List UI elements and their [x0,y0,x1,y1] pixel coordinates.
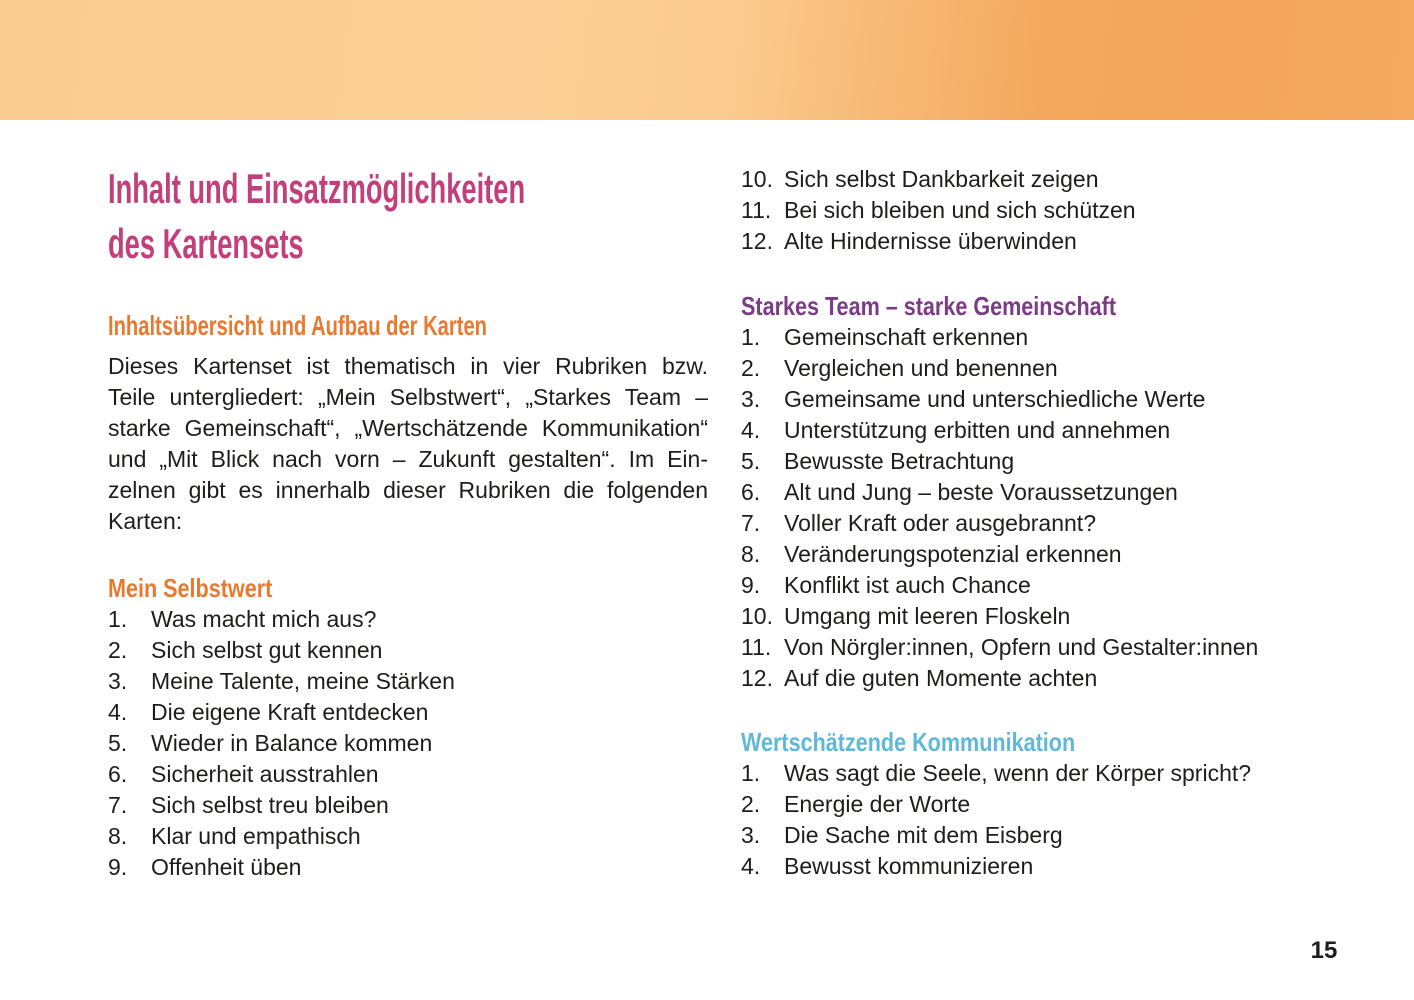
list-item [108,666,708,697]
list-item-text: Sich selbst treu bleiben [151,792,389,818]
list-item-number: 8. [108,823,128,849]
page-title-line2: des Kartensets [108,220,304,267]
list-starkes-team [741,322,1321,694]
list-item-text: Was sagt die Seele, wenn der Körper spricht? [784,760,1252,786]
paragraph-line: Teile untergliedert: „Mein Selbstwert“, „Starkes Team – [108,384,708,410]
list-wertschaetzende-kommunikation [741,758,1321,882]
list-item [741,322,1321,353]
list-item-text: Sicherheit ausstrahlen [151,761,379,787]
list-item-number: 2. [108,637,128,663]
list-item-number: 8. [741,541,761,567]
list-item-text: Was macht mich aus? [151,606,377,632]
list-item [108,821,708,852]
paragraph-line: Dieses Kartenset ist thematisch in vier Rubriken bzw. [108,353,708,379]
list-item-text: Voller Kraft oder ausgebrannt? [784,510,1096,536]
list-item [741,477,1321,508]
paragraph-line: Karten: [108,508,183,534]
list-item-text: Auf die guten Momente achten [784,665,1098,691]
list-item-number: 5. [741,448,761,474]
list-item-number: 11. [741,197,772,223]
list-item-number: 9. [108,854,128,880]
list-item-number: 9. [741,572,761,598]
paragraph-line: und „Mit Blick nach vorn – Zukunft gestalten“. Im Ein- [108,446,708,472]
list-item-text: Klar und empathisch [151,823,361,849]
list-item-number: 3. [741,822,761,848]
intro-paragraph [108,351,708,537]
list-item-text: Meine Talente, meine Stärken [151,668,455,694]
list-item-text: Bewusste Betrachtung [784,448,1015,474]
list-item-text: Die eigene Kraft entdecken [151,699,429,725]
list-item-number: 7. [741,510,761,536]
list-item-text: Energie der Worte [784,791,971,817]
list-item [741,195,1321,226]
list-item [108,759,708,790]
list-item-text: Veränderungspotenzial erkennen [784,541,1122,567]
list-item-text: Unterstützung erbitten und annehmen [784,417,1171,443]
list-item [741,601,1321,632]
list-item [741,758,1321,789]
list-item [108,852,708,883]
list-item-text: Sich selbst gut kennen [151,637,383,663]
section-heading-overview: Inhaltsübersicht und Aufbau der Karten [108,310,487,341]
page-title [108,161,750,271]
list-item-text: Sich selbst Dankbarkeit zeigen [784,166,1099,192]
list-item [108,790,708,821]
paragraph-line: starke Gemeinschaft“, „Wertschätzende Kommunikation“ [108,415,708,441]
list-item-text: Bewusst kommunizieren [784,853,1034,879]
list-item-number: 12. [741,228,773,254]
list-item [741,384,1321,415]
list-item-number: 3. [108,668,128,694]
list-item-text: Alte Hindernisse überwinden [784,228,1077,254]
list-item [108,728,708,759]
paragraph-line: zelnen gibt es innerhalb dieser Rubriken die folgenden [108,477,708,503]
list-item-number: 11. [741,634,772,660]
list-mein-selbstwert-part2 [741,164,1321,257]
list-item [741,789,1321,820]
list-item-number: 10. [741,603,773,629]
list-item [741,226,1321,257]
list-item [741,415,1321,446]
list-item-text: Gemeinschaft erkennen [784,324,1029,350]
list-item-text: Konflikt ist auch Chance [784,572,1031,598]
header-banner [0,0,1414,120]
list-item-number: 6. [108,761,128,787]
list-item [741,663,1321,694]
list-item-number: 2. [741,355,761,381]
list-item [741,508,1321,539]
list-item-number: 5. [108,730,128,756]
list-item-text: Die Sache mit dem Eisberg [784,822,1063,848]
list-item-number: 2. [741,791,761,817]
section-heading-starkes-team: Starkes Team – starke Gemeinschaft [741,291,1117,321]
list-item [108,697,708,728]
list-item-text: Gemeinsame und unterschiedliche Werte [784,386,1206,412]
list-item [741,632,1321,663]
list-item-text: Alt und Jung – beste Voraussetzungen [784,479,1178,505]
page-title-line1: Inhalt und Einsatzmöglichkeiten [108,165,526,212]
list-item-number: 7. [108,792,128,818]
page-number: 15 [1310,937,1338,964]
list-item-text: Von Nörgler:innen, Opfern und Gestalter:innen [784,634,1259,660]
list-item [741,446,1321,477]
list-item [108,635,708,666]
list-item-number: 3. [741,386,761,412]
section-heading-mein-selbstwert: Mein Selbstwert [108,573,273,603]
list-item-number: 1. [741,760,761,786]
list-item [741,570,1321,601]
list-item-number: 10. [741,166,773,192]
list-item-number: 4. [741,417,761,443]
section-heading-wertschaetzende-kommunikation: Wertschätzende Kommunikation [741,727,1076,757]
list-item-text: Umgang mit leeren Floskeln [784,603,1071,629]
list-item [741,539,1321,570]
list-item-number: 1. [741,324,761,350]
list-item [741,164,1321,195]
list-item-number: 12. [741,665,773,691]
list-item [741,851,1321,882]
list-item-text: Offenheit üben [151,854,302,880]
list-mein-selbstwert-part1 [108,604,708,883]
list-item-text: Wieder in Balance kommen [151,730,433,756]
list-item-number: 1. [108,606,128,632]
list-item-number: 4. [741,853,761,879]
list-item [741,353,1321,384]
list-item-number: 6. [741,479,761,505]
list-item-number: 4. [108,699,128,725]
list-item [741,820,1321,851]
list-item [108,604,708,635]
list-item-text: Bei sich bleiben und sich schützen [784,197,1136,223]
list-item-text: Vergleichen und benennen [784,355,1058,381]
